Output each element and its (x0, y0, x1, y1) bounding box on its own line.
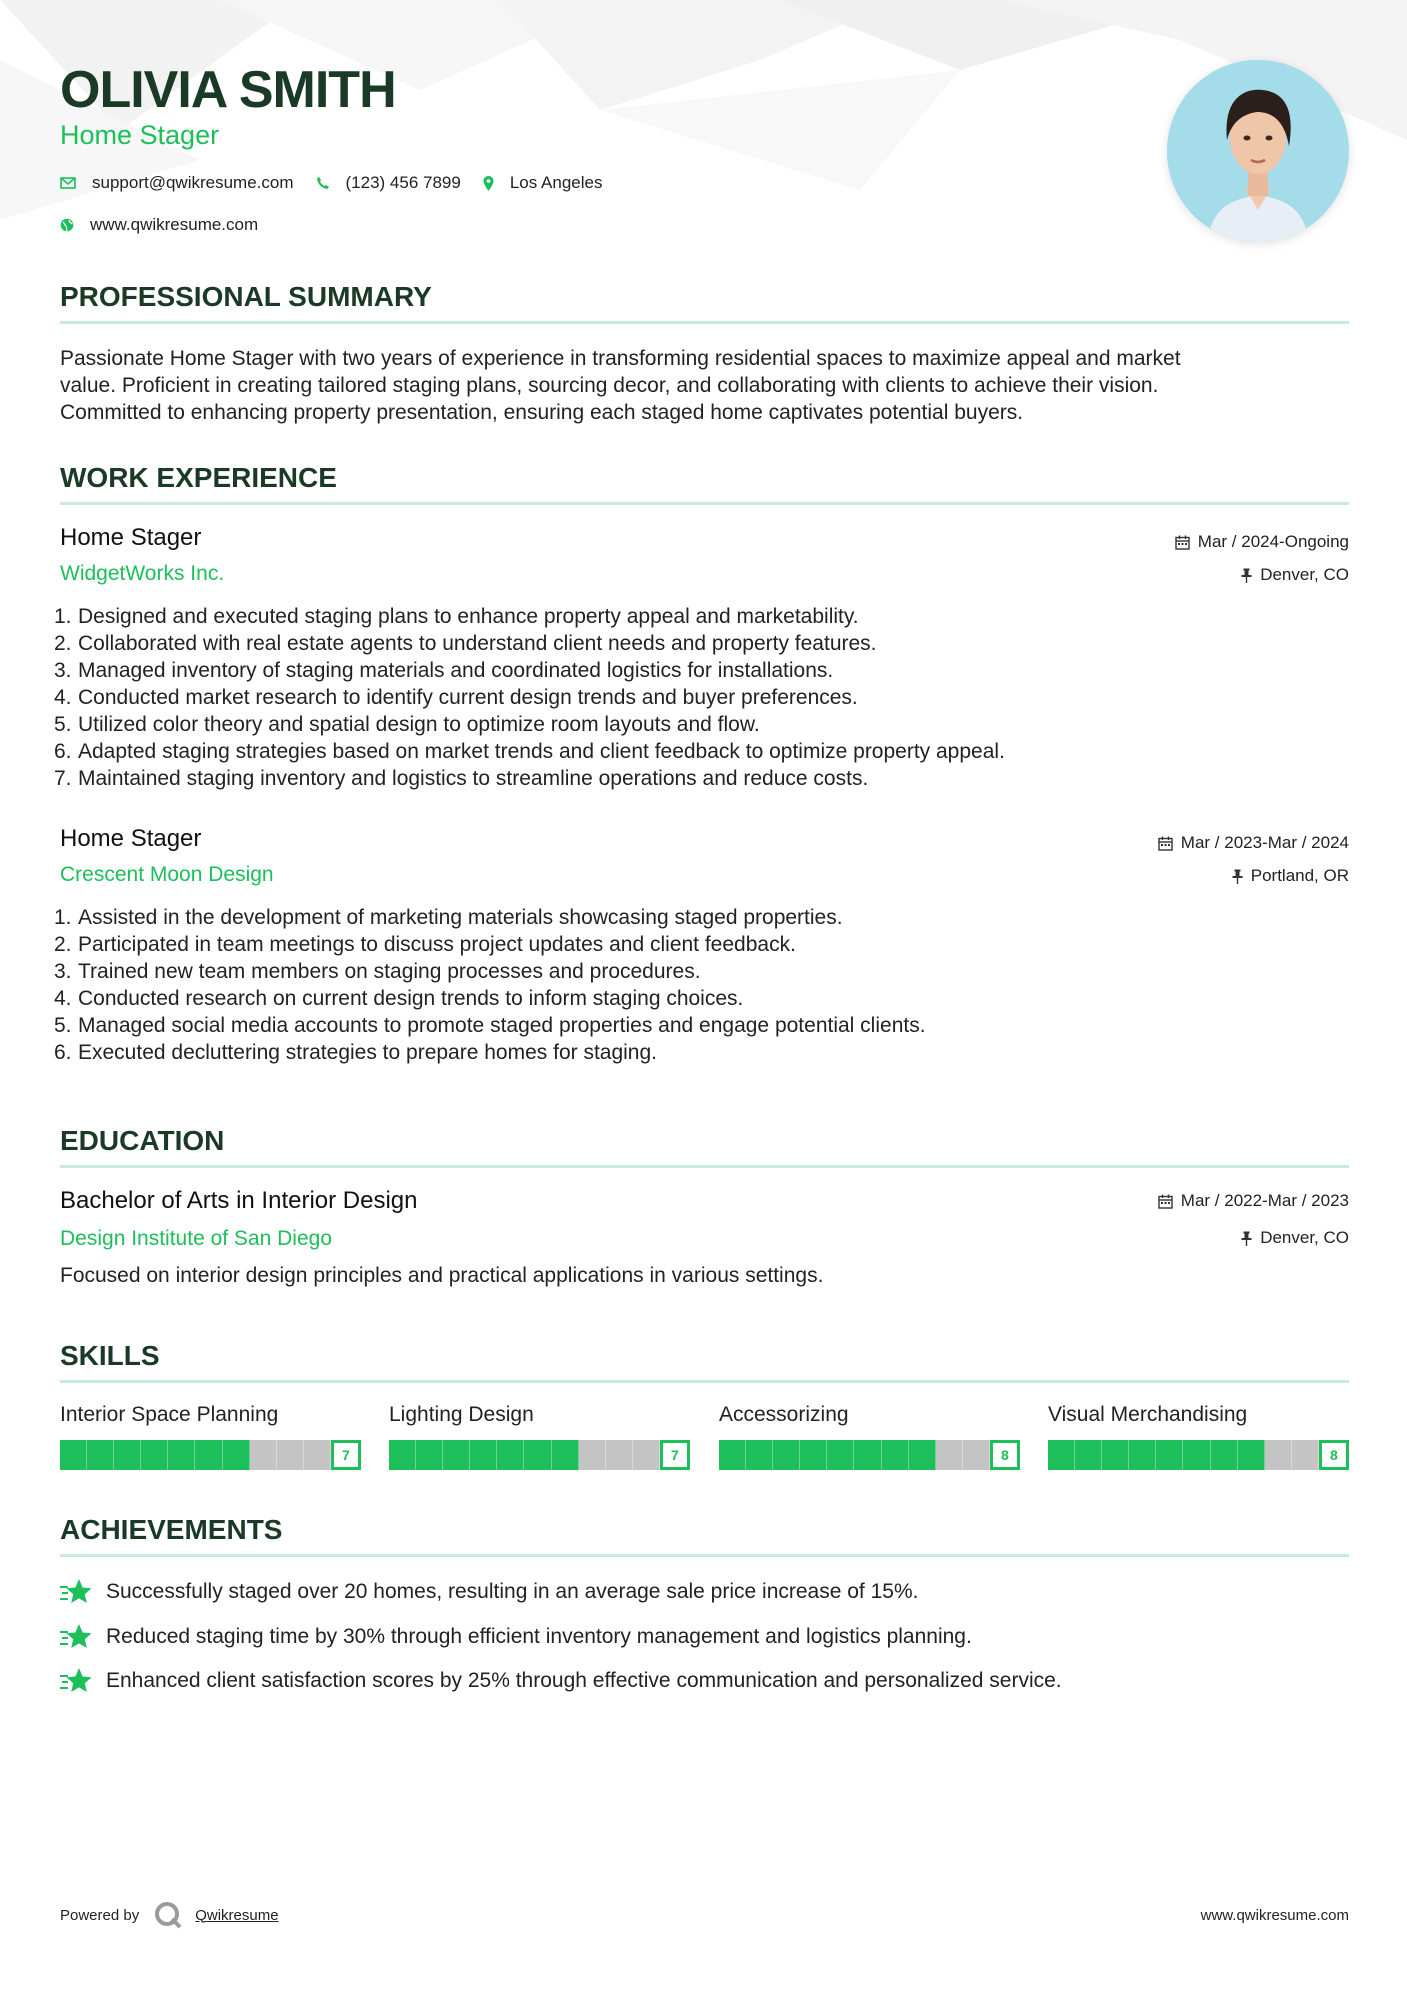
candidate-role: Home Stager (60, 120, 220, 150)
list-item: 1. Designed and executed staging plans to enhance property appeal and marketability. (54, 605, 859, 628)
skill-segment-filled (443, 1440, 470, 1470)
education-degree: Bachelor of Arts in Interior Design (60, 1187, 418, 1214)
list-item: 3. Trained new team members on staging processes and procedures. (54, 960, 701, 983)
skill-segment-filled (1075, 1440, 1102, 1470)
summary-line: value. Proficient in creating tailored staging plans, sourcing decor, and collaborating with clients to achieve their vision. (60, 374, 1159, 397)
skill-segment-filled (1129, 1440, 1156, 1470)
powered-by-text: Powered by (60, 1906, 140, 1924)
list-item: 3. Managed inventory of staging materials and coordinated logistics for installations. (54, 659, 834, 682)
skill-bar (1048, 1440, 1349, 1470)
globe-icon (60, 218, 74, 232)
achievement-item (60, 1623, 972, 1651)
job-company: Crescent Moon Design (60, 863, 274, 886)
job-location (1232, 866, 1349, 886)
education-dates (1158, 1191, 1349, 1211)
contact-location (483, 173, 603, 193)
profile-photo (1167, 60, 1349, 242)
skill-segment-filled (882, 1440, 909, 1470)
skill-segment-empty (277, 1440, 304, 1470)
skill-segment-filled (195, 1440, 222, 1470)
skill-segment-empty (250, 1440, 277, 1470)
list-item: 4. Conducted research on current design trends to inform staging choices. (54, 987, 744, 1010)
skill-segment-filled (470, 1440, 497, 1470)
experience-heading: WORK EXPERIENCE (60, 462, 337, 493)
skill-segment-filled (60, 1440, 87, 1470)
map-pin-icon (483, 176, 494, 191)
skill-segment-empty (1265, 1440, 1292, 1470)
education-description: Focused on interior design principles and practical applications in various settings. (60, 1264, 824, 1287)
job-dates-text: Mar / 2024-Ongoing (1197, 532, 1349, 551)
skill-segment-filled (552, 1440, 579, 1470)
skill-segment-filled (87, 1440, 114, 1470)
contact-website-text: www.qwikresume.com (90, 215, 259, 234)
skill-segment-empty (579, 1440, 606, 1470)
skill-segment-filled (114, 1440, 141, 1470)
skill-segment-filled (1048, 1440, 1075, 1470)
education-dates-text: Mar / 2022-Mar / 2023 (1180, 1191, 1349, 1210)
job-dates (1175, 532, 1349, 552)
education-divider (60, 1165, 1349, 1168)
skill-segment-filled (827, 1440, 854, 1470)
skill-segment-filled (389, 1440, 416, 1470)
skill-score-badge: 7 (660, 1440, 690, 1470)
skill-score-badge: 8 (990, 1440, 1020, 1470)
list-item: 5. Utilized color theory and spatial design to optimize room layouts and flow. (54, 713, 760, 736)
list-item: 4. Conducted market research to identify current design trends and buyer preferences. (54, 686, 858, 709)
job-title: Home Stager (60, 825, 202, 852)
skill-label: Visual Merchandising (1048, 1403, 1248, 1426)
skill-bar (60, 1440, 361, 1470)
skill-bar (389, 1440, 690, 1470)
skill-segment-empty (963, 1440, 990, 1470)
skill-segment-empty (606, 1440, 633, 1470)
achievement-text: Reduced staging time by 30% through efficient inventory management and logistics planning. (106, 1625, 972, 1648)
skill-segment-filled (1238, 1440, 1265, 1470)
list-item: 1. Assisted in the development of marketing materials showcasing staged properties. (54, 906, 843, 929)
profile-photo-illustration (1167, 60, 1349, 242)
job-dates-text: Mar / 2023-Mar / 2024 (1180, 833, 1349, 852)
pushpin-icon (1232, 869, 1243, 884)
job-dates (1158, 833, 1349, 853)
summary-divider (60, 321, 1349, 324)
list-item: 2. Collaborated with real estate agents to understand client needs and property features. (54, 632, 877, 655)
contact-row-primary (60, 173, 624, 193)
qwikresume-link[interactable]: Qwikresume (195, 1906, 279, 1924)
skill-segment-filled (524, 1440, 551, 1470)
pushpin-icon (1241, 568, 1252, 583)
contact-email[interactable] (60, 173, 294, 193)
skill-segment-filled (497, 1440, 524, 1470)
skill-label: Interior Space Planning (60, 1403, 279, 1426)
skill-score-badge: 7 (331, 1440, 361, 1470)
list-item: 5. Managed social media accounts to promote staged properties and engage potential clients. (54, 1014, 926, 1037)
skill-segment-filled (1183, 1440, 1210, 1470)
skill-segment-filled (909, 1440, 936, 1470)
footer-powered-by (60, 1900, 279, 1930)
skills-heading: SKILLS (60, 1340, 160, 1371)
contact-location-text: Los Angeles (509, 173, 603, 192)
education-school: Design Institute of San Diego (60, 1227, 332, 1250)
contact-website[interactable] (60, 215, 258, 235)
achievement-text: Successfully staged over 20 homes, resulting in an average sale price increase of 15%. (106, 1580, 919, 1603)
skill-segment-empty (304, 1440, 331, 1470)
skill-label: Lighting Design (389, 1403, 534, 1426)
calendar-icon (1158, 836, 1173, 851)
skill-segment-empty (633, 1440, 660, 1470)
job-title: Home Stager (60, 524, 202, 551)
skill-segment-filled (223, 1440, 250, 1470)
list-item: 6. Executed decluttering strategies to prepare homes for staging. (54, 1041, 657, 1064)
star-icon (60, 1578, 92, 1606)
achievements-heading: ACHIEVEMENTS (60, 1514, 283, 1545)
skill-bar (719, 1440, 1020, 1470)
education-heading: EDUCATION (60, 1125, 225, 1156)
star-icon (60, 1623, 92, 1651)
pushpin-icon (1241, 1231, 1252, 1246)
achievements-divider (60, 1554, 1349, 1557)
skill-segment-filled (800, 1440, 827, 1470)
skill-segment-filled (719, 1440, 746, 1470)
education-location-text: Denver, CO (1260, 1228, 1349, 1247)
achievement-item (60, 1667, 1062, 1695)
skill-label: Accessorizing (719, 1403, 849, 1426)
skill-segment-empty (1292, 1440, 1319, 1470)
job-location-text: Portland, OR (1250, 866, 1349, 885)
candidate-name: OLIVIA SMITH (60, 61, 396, 119)
skill-segment-empty (936, 1440, 963, 1470)
contact-phone[interactable] (316, 173, 461, 193)
job-location (1241, 565, 1349, 585)
education-location (1241, 1228, 1349, 1248)
calendar-icon (1158, 1194, 1173, 1209)
experience-divider (60, 502, 1349, 505)
skill-segment-filled (854, 1440, 881, 1470)
envelope-icon (60, 177, 76, 189)
skill-segment-filled (416, 1440, 443, 1470)
skill-segment-filled (746, 1440, 773, 1470)
calendar-icon (1175, 535, 1190, 550)
skill-score-badge: 8 (1319, 1440, 1349, 1470)
job-company: WidgetWorks Inc. (60, 562, 225, 585)
contact-phone-text: (123) 456 7899 (345, 173, 461, 192)
contact-email-text: support@qwikresume.com (92, 173, 294, 192)
job-responsibilities (54, 904, 1349, 1066)
summary-line: Passionate Home Stager with two years of experience in transforming residential spaces to maximize appeal and market (60, 347, 1181, 370)
skills-divider (60, 1380, 1349, 1383)
achievement-item (60, 1578, 918, 1606)
phone-icon (316, 176, 330, 190)
contact-row-secondary (60, 215, 280, 235)
job-responsibilities (54, 603, 1349, 792)
skill-segment-filled (168, 1440, 195, 1470)
skill-segment-filled (1102, 1440, 1129, 1470)
summary-heading: PROFESSIONAL SUMMARY (60, 281, 432, 312)
list-item: 6. Adapted staging strategies based on market trends and client feedback to optimize property appeal. (54, 740, 1005, 763)
achievement-text: Enhanced client satisfaction scores by 25% through effective communication and personalized service. (106, 1669, 1062, 1692)
skill-segment-filled (773, 1440, 800, 1470)
qwikresume-logo-icon (153, 1900, 183, 1930)
skill-segment-filled (141, 1440, 168, 1470)
footer-url[interactable]: www.qwikresume.com (1200, 1907, 1349, 1924)
skill-segment-filled (1156, 1440, 1183, 1470)
job-location-text: Denver, CO (1260, 565, 1349, 584)
skill-segment-filled (1211, 1440, 1238, 1470)
star-icon (60, 1667, 92, 1695)
list-item: 2. Participated in team meetings to discuss project updates and client feedback. (54, 933, 796, 956)
summary-text (60, 345, 1349, 426)
summary-line: Committed to enhancing property presentation, ensuring each staged home captivates potential buyers. (60, 401, 1024, 424)
list-item: 7. Maintained staging inventory and logistics to streamline operations and reduce costs. (54, 767, 869, 790)
